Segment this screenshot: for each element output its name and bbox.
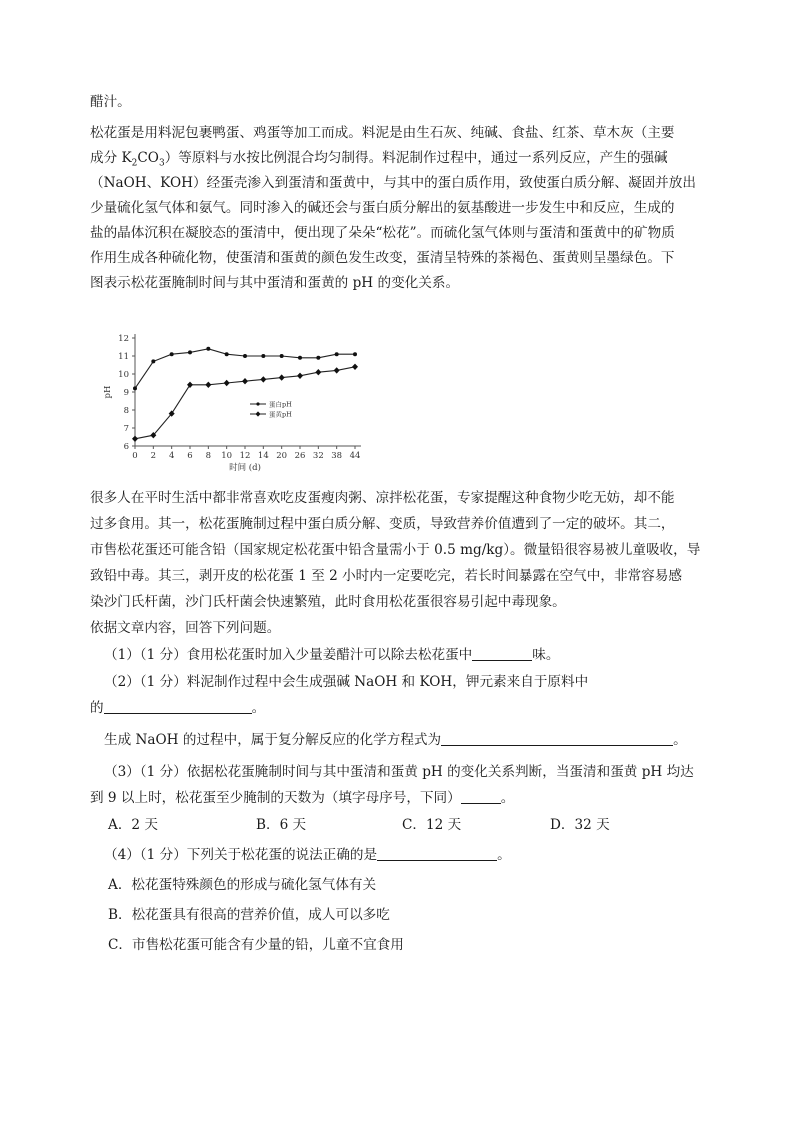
x-tick-label: 26 [294,451,306,461]
answer-blank-3[interactable] [461,789,501,804]
question-2-cont: 的 。 [90,700,266,716]
para-line: 醋汁。 [90,94,131,110]
para-line: 盐的晶体沉积在凝胶态的蛋清中，便出现了朵朵“松花”。而硫化氢气体则与蛋清和蛋黄中的矿物质 [90,225,675,241]
para-line: （NaOH、KOH）经蛋壳渗入到蛋清和蛋黄中，与其中的蛋白质作用，致使蛋白质分解、凝固并放出 [90,175,696,191]
ph-chart-svg [100,328,380,478]
question-2-equation: 生成 NaOH 的过程中，属于复分解反应的化学方程式为 。 [104,732,687,748]
y-tick-label: 12 [118,334,129,344]
legend-label: 蛋黄pH [269,410,292,419]
y-tick-label: 9 [123,388,129,398]
x-tick-label: 12 [239,451,251,461]
q4-option-b[interactable]: B．松花蛋具有很高的营养价值，成人可以多吃 [108,907,390,923]
para-line: 过多食用。其一，松花蛋腌制过程中蛋白质分解、变质，导致营养价值遭到了一定的破坏。其二， [90,516,675,532]
answer-blank-equation[interactable] [441,731,673,746]
x-tick-label: 20 [276,451,288,461]
data-point-white [353,352,357,356]
y-tick-label: 6 [123,442,129,452]
x-tick-label: 44 [349,451,361,461]
para-line: 成分 $K_2CO_3$）等原料与水按比例混合均匀制得。料泥制作过程中，通过一系列反应，产生的强碱 [90,150,668,169]
q3-option-a[interactable]: A．2 天 [108,817,158,833]
answer-blank-4[interactable] [377,846,497,861]
para-line: 图表示松花蛋腌制时间与其中蛋清和蛋黄的 pH 的变化关系。 [90,275,460,291]
x-tick-label: 8 [205,451,212,461]
para-line: 依据文章内容，回答下列问题。 [90,620,281,636]
data-point-white [170,352,174,356]
data-point-yolk [297,373,303,379]
q4-option-c[interactable]: C．市售松花蛋可能含有少量的铅，儿童不宜食用 [108,937,404,953]
data-point-white [316,356,320,360]
data-point-white [188,350,192,354]
data-point-white [261,354,265,358]
y-tick-label: 11 [118,352,129,362]
series-line-2 [135,367,355,439]
q3-option-d[interactable]: D．32 天 [550,817,610,833]
legend-marker [256,402,259,405]
q3-option-c[interactable]: C．12 天 [402,817,462,833]
data-point-white [225,352,229,356]
para-line: 市售松花蛋还可能含铅（国家规定松花蛋中铅含量需小于 0.5 mg/kg）。微量铅很容易被儿童吸收，导 [90,542,701,558]
x-tick-label: 4 [168,451,175,461]
y-tick-label: 7 [123,424,129,434]
data-point-yolk [334,367,340,373]
x-tick-label: 2 [150,451,157,461]
question-3-cont: 到 9 以上时，松花蛋至少腌制的天数为（填字母序号，下同） 。 [90,790,515,806]
x-tick-label: 10 [221,451,233,461]
y-tick-label: 10 [118,370,129,380]
data-point-yolk [279,374,285,380]
answer-blank-2[interactable] [104,699,252,714]
y-tick-label: 8 [123,406,129,416]
q4-option-a[interactable]: A．松花蛋特殊颜色的形成与硫化氢气体有关 [108,877,377,893]
data-point-yolk [205,382,211,388]
question-1: （1）（1 分）食用松花蛋时加入少量姜醋汁可以除去松花蛋中 味。 [104,647,560,663]
para-line: 松花蛋是用料泥包裹鸭蛋、鸡蛋等加工而成。料泥是由生石灰、纯碱、食盐、红茶、草木灰（主要 [90,125,675,141]
data-point-yolk [224,380,230,386]
x-tick-label: 32 [312,451,324,461]
question-2: （2）（1 分）料泥制作过程中会生成强碱 NaOH 和 KOH，钾元素来自于原料中 [104,674,589,690]
data-point-yolk [187,382,193,388]
x-tick-label: 6 [187,451,193,461]
y-axis-title: pH [103,385,113,399]
legend-label: 蛋白pH [269,400,292,409]
data-point-yolk [260,376,266,382]
data-point-white [206,347,210,351]
x-tick-label: 38 [331,451,343,461]
answer-blank-1[interactable] [472,646,532,661]
data-point-white [243,354,247,358]
para-line: 致铅中毒。其三，剥开皮的松花蛋 1 至 2 小时内一定要吃完，若长时间暴露在空气中，非常容易感 [90,568,682,584]
para-line: 作用生成各种硫化物，使蛋清和蛋黄的颜色发生改变，蛋清呈特殊的茶褐色、蛋黄则呈墨绿色。下 [90,250,675,266]
para-line: 少量硫化氢气体和氨气。同时渗入的碱还会与蛋白质分解出的氨基酸进一步发生中和反应，生成的 [90,200,675,216]
data-point-yolk [315,369,321,375]
x-tick-label: 14 [257,451,269,461]
data-point-yolk [352,364,358,370]
data-point-white [133,386,137,390]
data-point-white [151,359,155,363]
legend-marker [256,411,261,416]
data-point-white [335,352,339,356]
data-point-yolk [132,436,138,442]
x-axis-title: 时间 (d) [229,463,261,473]
para-line: 很多人在平时生活中都非常喜欢吃皮蛋瘦肉粥、凉拌松花蛋，专家提醒这种食物少吃无妨，却不能 [90,490,675,506]
x-tick-label: 0 [132,451,138,461]
q3-option-b[interactable]: B．6 天 [256,817,307,833]
para-line: 染沙门氏杆菌，沙门氏杆菌会快速繁殖，此时食用松花蛋很容易引起中毒现象。 [90,594,566,610]
question-3: （3）（1 分）依据松花蛋腌制时间与其中蛋清和蛋黄 pH 的变化关系判断，当蛋清和蛋黄 pH 均达 [104,764,694,780]
data-point-yolk [242,378,248,384]
data-point-white [298,356,302,360]
data-point-white [280,354,284,358]
question-4: （4）（1 分）下列关于松花蛋的说法正确的是 。 [104,847,511,863]
ph-chart [100,328,380,478]
